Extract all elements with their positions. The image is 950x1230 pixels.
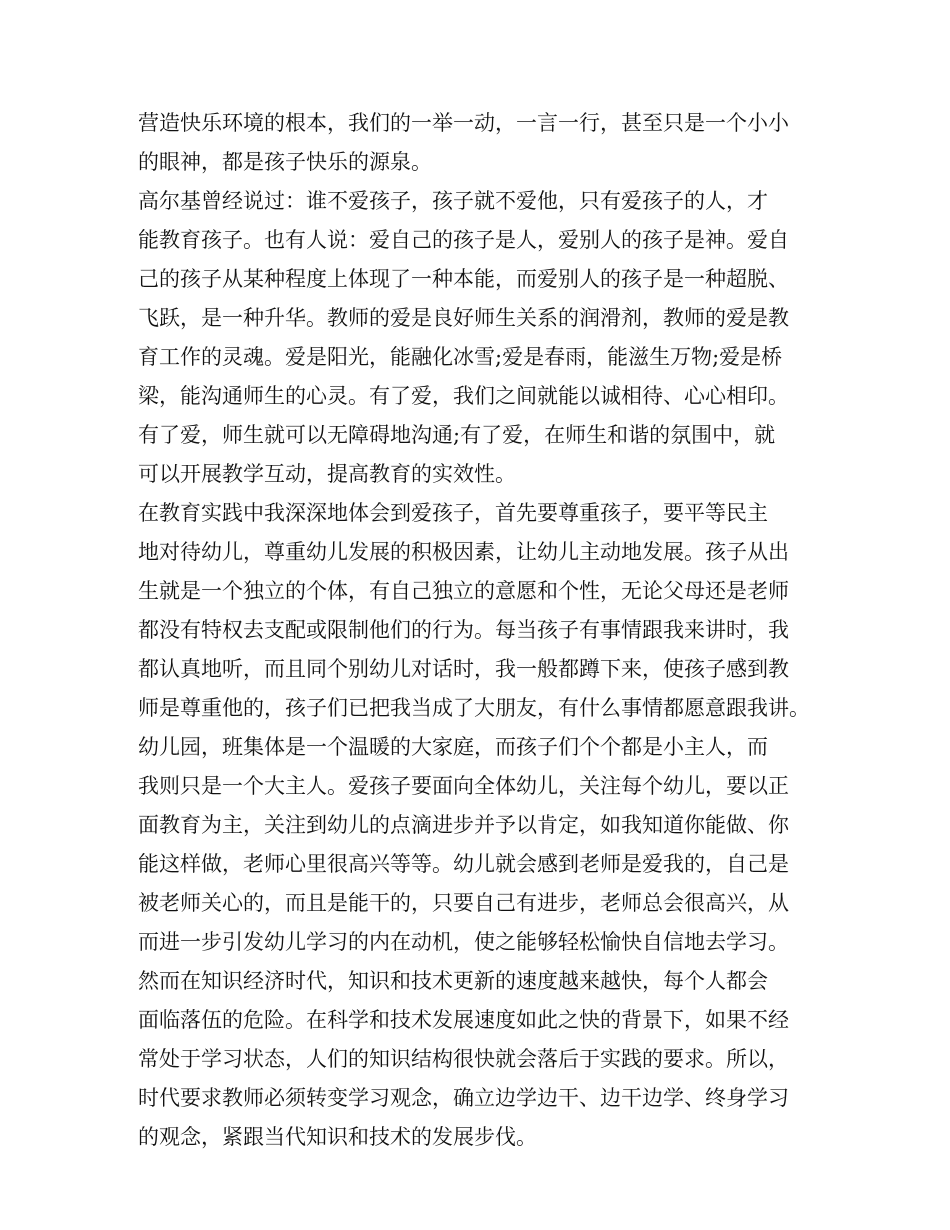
text-line: 的眼神，都是孩子快乐的源泉。	[138, 150, 432, 174]
text-line: 生就是一个独立的个体，有自己独立的意愿和个性，无论父母还是老师	[138, 579, 789, 603]
text-line: 然而在知识经济时代，知识和技术更新的速度越来越快，每个人都会	[138, 969, 768, 993]
text-line: 育工作的灵魂。爱是阳光，能融化冰雪;爱是春雨，能滋生万物;爱是桥	[138, 345, 783, 369]
text-line: 师是尊重他的，孩子们已把我当成了大朋友，有什么事情都愿意跟我讲。	[138, 696, 810, 720]
text-line: 面临落伍的危险。在科学和技术发展速度如此之快的背景下，如果不经	[138, 1008, 789, 1032]
document-body	[138, 104, 828, 1157]
text-line: 能这样做，老师心里很高兴等等。幼儿就会感到老师是爱我的，自己是	[138, 852, 789, 876]
text-line: 有了爱，师生就可以无障碍地沟通;有了爱，在师生和谐的氛围中，就	[138, 423, 776, 447]
text-line: 被老师关心的，而且是能干的，只要自己有进步，老师总会很高兴，从	[138, 891, 789, 915]
text-line: 飞跃，是一种升华。教师的爱是良好师生关系的润滑剂，教师的爱是教	[138, 306, 789, 330]
text-line: 高尔基曾经说过：谁不爱孩子，孩子就不爱他，只有爱孩子的人，才	[138, 189, 768, 213]
text-line: 我则只是一个大主人。爱孩子要面向全体幼儿，关注每个幼儿，要以正	[138, 774, 789, 798]
text-line: 都没有特权去支配或限制他们的行为。每当孩子有事情跟我来讲时，我	[138, 618, 789, 642]
text-line: 在教育实践中我深深地体会到爱孩子，首先要尊重孩子，要平等民主	[138, 501, 768, 525]
text-line: 梁，能沟通师生的心灵。有了爱，我们之间就能以诚相待、心心相印。	[138, 384, 789, 408]
text-line: 能教育孩子。也有人说：爱自己的孩子是人，爱别人的孩子是神。爱自	[138, 228, 789, 252]
text-line: 而进一步引发幼儿学习的内在动机，使之能够轻松愉快自信地去学习。	[138, 930, 789, 954]
text-line: 都认真地听，而且同个别幼儿对话时，我一般都蹲下来，使孩子感到教	[138, 657, 789, 681]
text-line: 地对待幼儿，尊重幼儿发展的积极因素，让幼儿主动地发展。孩子从出	[138, 540, 789, 564]
text-line: 己的孩子从某种程度上体现了一种本能，而爱别人的孩子是一种超脱、	[138, 267, 789, 291]
text-line: 常处于学习状态，人们的知识结构很快就会落后于实践的要求。所以，	[138, 1047, 789, 1071]
text-line: 面教育为主，关注到幼儿的点滴进步并予以肯定，如我知道你能做、你	[138, 813, 789, 837]
text-line: 时代要求教师必须转变学习观念，确立边学边干、边干边学、终身学习	[138, 1086, 789, 1110]
text-line: 的观念，紧跟当代知识和技术的发展步伐。	[138, 1125, 537, 1149]
text-line: 营造快乐环境的根本，我们的一举一动，一言一行，甚至只是一个小小	[138, 111, 789, 135]
text-line: 可以开展教学互动，提高教育的实效性。	[138, 462, 516, 486]
text-line: 幼儿园，班集体是一个温暖的大家庭，而孩子们个个都是小主人，而	[138, 735, 768, 759]
